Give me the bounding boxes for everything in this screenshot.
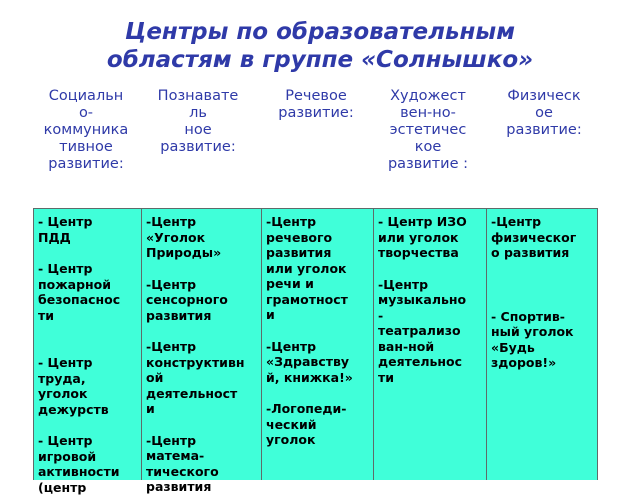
header-line: развитие: — [36, 156, 136, 173]
item-line: деятельност — [146, 386, 258, 402]
title-line-2: областям в группе «Солнышко» — [0, 46, 640, 74]
item-line: о развития — [491, 245, 594, 261]
list-item — [266, 401, 370, 448]
item-line: - Центр — [38, 433, 138, 449]
item-line: безопаснос — [38, 292, 138, 308]
item-line: ПДД — [38, 230, 138, 246]
item-line: театрализо — [378, 323, 483, 339]
column-cognitive — [141, 209, 261, 480]
item-line: -Центр — [266, 339, 370, 355]
item-line: ти — [38, 308, 138, 324]
item-line: сенсорного — [146, 292, 258, 308]
title-line-1: Центры по образовательным — [0, 18, 640, 46]
header-artistic — [372, 88, 484, 173]
item-line: - Центр — [38, 355, 138, 371]
list-item — [146, 339, 258, 417]
list-item — [378, 214, 483, 261]
item-line: -Центр — [146, 214, 258, 230]
item-line: труда, — [38, 371, 138, 387]
item-line: й, книжка!» — [266, 370, 370, 386]
header-line: эстетичес — [372, 122, 484, 139]
header-line: Физическ — [490, 88, 598, 105]
item-line: - Центр ИЗО — [378, 214, 483, 230]
page-title — [0, 18, 640, 74]
header-line: ное — [148, 122, 248, 139]
header-line: развитие : — [372, 156, 484, 173]
item-line: (центр — [38, 480, 138, 495]
header-line: кое — [372, 139, 484, 156]
item-line: ческий — [266, 417, 370, 433]
list-item — [146, 433, 258, 495]
item-line: ный уголок — [491, 324, 594, 340]
item-line: игровой — [38, 449, 138, 465]
header-line: вен-но- — [372, 105, 484, 122]
item-line: речевого — [266, 230, 370, 246]
header-line: развитие: — [490, 122, 598, 139]
header-line: ль — [148, 105, 248, 122]
header-line: коммуника — [36, 122, 136, 139]
list-item — [38, 214, 138, 245]
column-social — [34, 209, 141, 480]
item-line: -Центр — [491, 214, 594, 230]
item-line: дежурств — [38, 402, 138, 418]
item-line: ван-ной — [378, 339, 483, 355]
item-line: -Центр — [146, 277, 258, 293]
item-line: ти — [378, 370, 483, 386]
header-line: Познавате — [148, 88, 248, 105]
item-line: развития — [146, 479, 258, 495]
item-line: «Будь — [491, 340, 594, 356]
header-speech — [262, 88, 370, 122]
header-line: развитие: — [148, 139, 248, 156]
item-line: развития — [146, 308, 258, 324]
item-line: -Центр — [146, 433, 258, 449]
header-cognitive — [148, 88, 248, 156]
header-line: о- — [36, 105, 136, 122]
item-line: -Логопеди- — [266, 401, 370, 417]
item-line: музыкально — [378, 292, 483, 308]
item-line: или уголок — [266, 261, 370, 277]
item-line: - Центр — [38, 261, 138, 277]
item-line: - Спортив- — [491, 309, 594, 325]
item-line: «Здравству — [266, 354, 370, 370]
item-line: - — [378, 308, 483, 324]
item-line: уголок — [38, 386, 138, 402]
item-line: уголок — [266, 432, 370, 448]
list-item — [38, 355, 138, 417]
item-line: ой — [146, 370, 258, 386]
header-line: ое — [490, 105, 598, 122]
item-line: здоров!» — [491, 355, 594, 371]
item-line: развития — [266, 245, 370, 261]
header-line: тивное — [36, 139, 136, 156]
item-line: физическог — [491, 230, 594, 246]
item-line: -Центр — [146, 339, 258, 355]
item-line: Природы» — [146, 245, 258, 261]
item-line: конструктивн — [146, 355, 258, 371]
item-line: матема- — [146, 448, 258, 464]
item-line: и — [266, 307, 370, 323]
item-line: тического — [146, 464, 258, 480]
item-line: пожарной — [38, 277, 138, 293]
list-item — [266, 214, 370, 323]
item-line: или уголок — [378, 230, 483, 246]
list-item — [266, 339, 370, 386]
item-line: творчества — [378, 245, 483, 261]
item-line: грамотност — [266, 292, 370, 308]
header-line: Художест — [372, 88, 484, 105]
list-item — [491, 214, 594, 261]
header-line: Социальн — [36, 88, 136, 105]
list-item — [378, 277, 483, 386]
item-line: речи и — [266, 276, 370, 292]
header-physical — [490, 88, 598, 139]
list-item — [38, 433, 138, 495]
list-item — [146, 277, 258, 324]
centers-table — [33, 208, 598, 480]
item-line: «Уголок — [146, 230, 258, 246]
column-artistic — [373, 209, 486, 480]
list-item — [38, 261, 138, 323]
item-line: -Центр — [266, 214, 370, 230]
header-social — [36, 88, 136, 173]
item-line: активности — [38, 464, 138, 480]
header-line: Речевое — [262, 88, 370, 105]
column-speech — [261, 209, 373, 480]
item-line: -Центр — [378, 277, 483, 293]
list-item — [146, 214, 258, 261]
item-line: - Центр — [38, 214, 138, 230]
item-line: деятельнос — [378, 354, 483, 370]
item-line: и — [146, 401, 258, 417]
list-item — [491, 309, 594, 371]
header-line: развитие: — [262, 105, 370, 122]
column-physical — [486, 209, 597, 480]
